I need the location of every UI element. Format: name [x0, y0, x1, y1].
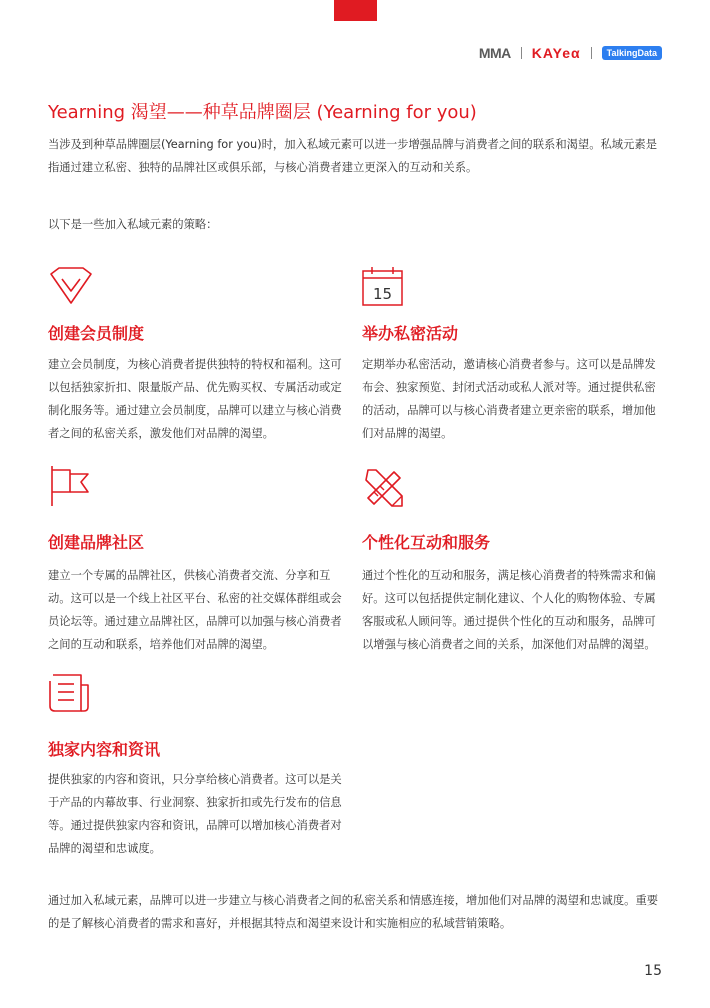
- intro-paragraph: 当涉及到种草品牌圈层(Yearning for you)时，加入私域元素可以进一步增强品牌与消费者之间的联系和渴望。私域元素是指通过建立私密、独特的品牌社区或俱乐部，与核心消费者建立更深入的互动和关系。: [48, 138, 657, 174]
- page-title: Yearning 渴望——种草品牌圈层 (Yearning for you): [48, 102, 477, 123]
- logo-divider: [521, 47, 522, 59]
- strategy-text: 定期举办私密活动，邀请核心消费者参与。这可以是品牌发布会、独家预览、封闭式活动或私人派对等。通过提供私密的活动，品牌可以与核心消费者建立更亲密的联系，增加他们对品牌的渴望。: [362, 358, 656, 440]
- page-number: 15: [644, 963, 662, 979]
- calendar-icon: [362, 266, 404, 306]
- talkingdata-logo: TalkingData: [602, 46, 662, 60]
- mma-logo: MMA: [478, 45, 511, 61]
- diamond-icon: [48, 266, 94, 306]
- strategy-text: 建立一个专属的品牌社区，供核心消费者交流、分享和互动。这可以是一个线上社区平台、私密的社交媒体群组或会员论坛等。通过建立品牌社区，品牌可以加强与核心消费者之间的互动和联系，培养他们对品牌的渴望。: [48, 569, 342, 651]
- lead-paragraph: 以下是一些加入私域元素的策略：: [48, 218, 218, 231]
- strategy-text: 通过个性化的互动和服务，满足核心消费者的特殊需求和偏好。这可以包括提供定制化建议、个人化的购物体验、专属客服或私人顾问等。通过提供个性化的互动和服务，品牌可以增强与核心消费者之间的关系，加深他们对品牌的渴望。: [362, 569, 656, 651]
- strategy-heading: 个性化互动和服务: [362, 533, 491, 552]
- header-tab-accent: [334, 0, 377, 21]
- kayee-logo: KAYeα: [531, 45, 581, 61]
- flag-icon: [48, 464, 92, 508]
- strategy-heading: 独家内容和资讯: [48, 740, 161, 759]
- strategy-heading: 创建会员制度: [48, 324, 145, 343]
- news-icon: [48, 673, 90, 715]
- strategy-heading: 创建品牌社区: [48, 533, 145, 552]
- strategy-text: 建立会员制度，为核心消费者提供独特的特权和福利。这可以包括独家折扣、限量版产品、优先购买权、专属活动或定制化服务等。通过建立会员制度，品牌可以建立与核心消费者之间的私密关系，激发他们对品牌的渴望。: [48, 358, 342, 440]
- pencil-ruler-icon: [362, 466, 406, 510]
- closing-paragraph: 通过加入私域元素，品牌可以进一步建立与核心消费者之间的私密关系和情感连接，增加他们对品牌的渴望和忠诚度。重要的是了解核心消费者的需求和喜好，并根据其特点和渴望来设计和实施相应的私域营销策略。: [48, 894, 659, 930]
- strategy-heading: 举办私密活动: [362, 324, 459, 343]
- logo-divider: [591, 47, 592, 59]
- strategy-text: 提供独家的内容和资讯，只分享给核心消费者。这可以是关于产品的内幕故事、行业洞察、独家折扣或先行发布的信息等。通过提供独家内容和资讯，品牌可以增加核心消费者对品牌的渴望和忠诚度。: [48, 773, 342, 855]
- calendar-day: 15: [372, 285, 393, 303]
- partner-logos: [479, 45, 662, 61]
